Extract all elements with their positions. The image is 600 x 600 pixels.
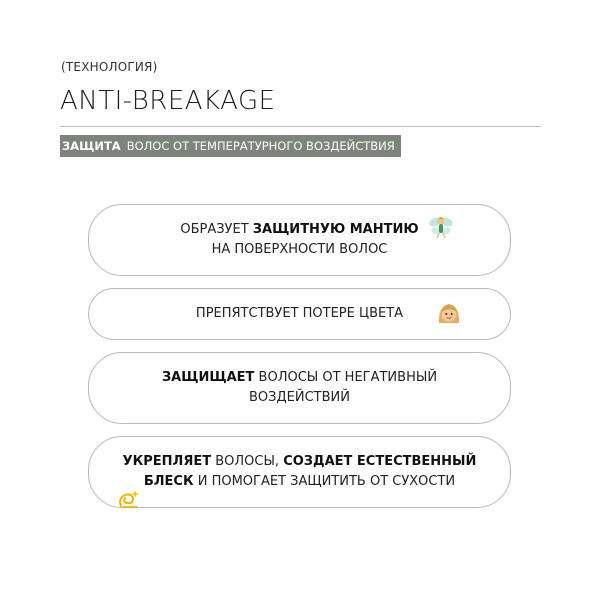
sparkle-swirl-icon xyxy=(116,486,142,512)
section-kicker: (ТЕХНОЛОГИЯ) xyxy=(61,60,158,74)
benefit-text-bold: ЗАЩИТНУЮ МАНТИЮ xyxy=(252,222,419,237)
fairy-icon xyxy=(428,214,454,240)
benefit-text-bold: ЗАЩИЩАЕТ xyxy=(161,370,255,385)
benefit-text: ПРЕПЯТСТВУЕТ ПОТЕРЕ ЦВЕТА xyxy=(195,306,404,321)
page-title: ANTI-BREAKAGE xyxy=(60,86,276,116)
benefit-text-rest: ВОЛОСЫ ОТ НЕГАТИВНЫЙ xyxy=(254,370,438,385)
benefit-text-rest: И ПОМОГАЕТ ЗАЩИТИТЬ ОТ СУХОСТИ xyxy=(193,474,456,489)
band-text: ВОЛОС ОТ ТЕМПЕРАТУРНОГО ВОЗДЕЙСТВИЯ xyxy=(126,139,395,153)
benefit-text-bold: УКРЕПЛЯЕТ xyxy=(122,454,212,469)
benefit-text-line2: НА ПОВЕРХНОСТИ ВОЛОС xyxy=(211,242,388,257)
benefit-text xyxy=(123,452,477,492)
benefit-text-line2: ВОЗДЕЙСТВИЙ xyxy=(249,390,350,405)
benefit-text xyxy=(162,368,437,408)
benefit-text-bold3: БЛЕСК xyxy=(143,474,194,489)
benefit-card-protect xyxy=(88,352,511,424)
subtitle-band xyxy=(60,135,401,157)
benefit-text-bold2: СОЗДАЕТ ЕСТЕСТВЕННЫЙ xyxy=(283,454,477,469)
benefit-text-pre: ОБРАЗУЕТ xyxy=(180,222,253,237)
band-strong: ЗАЩИТА xyxy=(62,139,121,153)
benefit-text xyxy=(180,220,418,260)
blonde-woman-icon xyxy=(436,300,462,326)
divider xyxy=(60,126,541,127)
benefit-card-strengthen xyxy=(88,436,511,508)
benefit-text-mid: ВОЛОСЫ, xyxy=(211,454,284,469)
